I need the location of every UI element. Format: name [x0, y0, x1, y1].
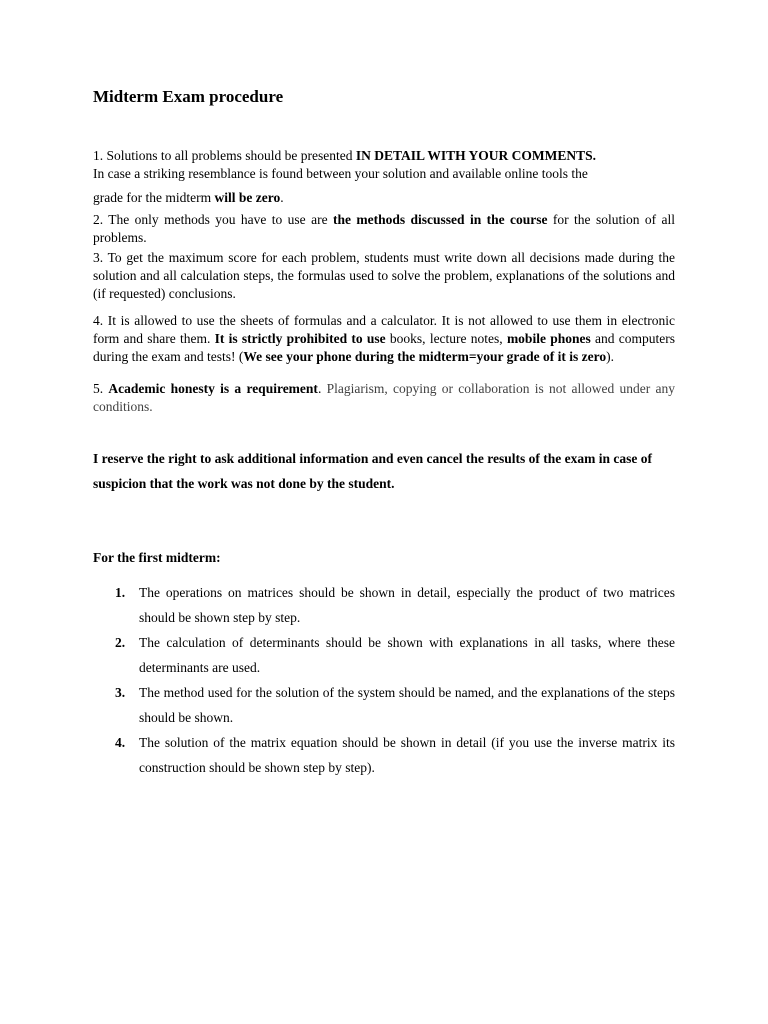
rule-4-text-a: 4. It is allowed to use the sheets of formulas and a calculator. It is not allowed to use them in electronic form and share them.	[93, 313, 675, 346]
rule-2	[93, 211, 675, 247]
rule-5-text-b: .	[317, 381, 327, 396]
list-item-number: 1.	[115, 585, 126, 600]
rule-5-bold: Academic honesty is a requirement	[108, 381, 318, 396]
rule-5-text-c: Plagiarism, copying or collaboration is not allowed under any conditions.	[93, 381, 675, 414]
rule-1-text-d: .	[280, 190, 284, 205]
list-item	[115, 630, 675, 680]
list-item-text: The method used for the solution of the system should be named, and the explanations of the steps should be shown.	[139, 685, 675, 725]
rule-4-bold-b: mobile phones	[506, 331, 591, 346]
rule-5-text-a: 5.	[93, 381, 109, 396]
rule-3-text: 3. To get the maximum score for each problem, students must write down all decisions made during the solution and all calculation steps, the formulas used to solve the problem, explanations of the solutions and (if requested) conclusions.	[93, 250, 675, 301]
rule-4	[93, 312, 675, 366]
rule-1-bold-a: IN DETAIL WITH YOUR COMMENTS.	[355, 148, 597, 163]
document-page	[93, 86, 675, 780]
rule-4-text-c: and computers during the exam and tests! (	[93, 331, 675, 364]
list-item	[115, 730, 675, 780]
rule-4-bold-c: We see your phone during the midterm=your grade of it is zero	[243, 349, 607, 364]
rule-1-line-3	[93, 189, 675, 207]
rule-1	[93, 147, 675, 207]
rule-1-text-a: 1. Solutions to all problems should be presented	[93, 148, 356, 163]
list-item-number: 3.	[115, 685, 126, 700]
first-midterm-task-list	[93, 580, 675, 780]
rule-1-text-b: In case a striking resemblance is found between your solution and available online tools the	[93, 166, 588, 181]
rule-2-bold: the methods discussed in the course	[332, 212, 548, 227]
list-item-number: 4.	[115, 735, 126, 750]
first-midterm-heading: For the first midterm:	[93, 550, 221, 565]
list-item-text: The operations on matrices should be shown in detail, especially the product of two matrices should be shown step by step.	[139, 585, 675, 625]
rule-1-bold-b: will be zero	[214, 190, 281, 205]
list-item-text: The calculation of determinants should be shown with explanations in all tasks, where these determinants are used.	[139, 635, 675, 675]
rule-4-bold-a: It is strictly prohibited to use	[214, 331, 386, 346]
page-title: Midterm Exam procedure	[93, 87, 284, 106]
reservation-notice: I reserve the right to ask additional information and even cancel the results of the exam in case of suspicion that the work was not done by the student.	[93, 451, 652, 491]
list-item	[115, 580, 675, 630]
rule-3	[93, 249, 675, 303]
rule-4-text-b: books, lecture notes,	[385, 331, 507, 346]
rule-5	[93, 380, 675, 416]
rule-1-text-c: grade for the midterm	[93, 190, 215, 205]
rule-2-text-b: for the solution of all problems.	[93, 212, 675, 245]
list-item	[115, 680, 675, 730]
rule-2-text-a: 2. The only methods you have to use are	[93, 212, 333, 227]
list-item-text: The solution of the matrix equation should be shown in detail (if you use the inverse matrix its construction should be shown step by step).	[139, 735, 675, 775]
list-item-number: 2.	[115, 635, 126, 650]
rule-4-text-d: ).	[606, 349, 615, 364]
